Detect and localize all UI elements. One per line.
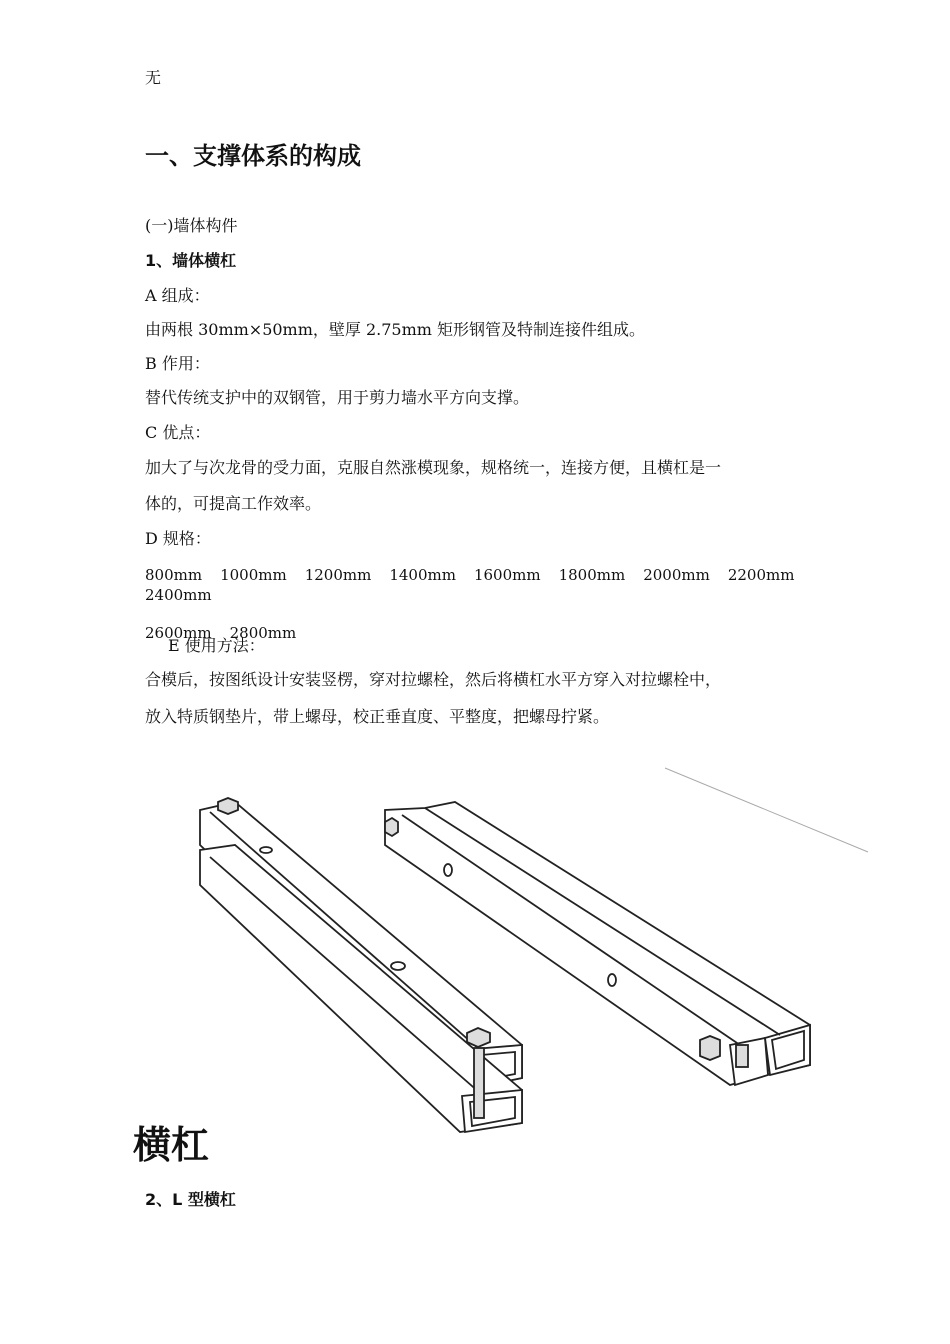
item2-title: 2、L 型横杠: [145, 1190, 236, 1209]
section-title: 一、支撑体系的构成: [145, 142, 361, 170]
advantages-label: C 优点：: [145, 423, 211, 442]
spec-item: 1400mm: [389, 566, 456, 584]
nut-icon: [467, 1028, 490, 1047]
faint-guide-line: [665, 768, 868, 852]
specs-label: D 规格：: [145, 529, 211, 548]
spec-item: 2000mm: [643, 566, 710, 584]
composition-text: 由两根 30mm×50mm，壁厚 2.75mm 矩形钢管及特制连接件组成。: [145, 320, 646, 339]
usage-text-line1: 合模后，按图纸设计安装竖楞，穿对拉螺栓，然后将横杠水平方穿入对拉螺栓中，: [145, 670, 722, 689]
item1-title: 1、墙体横杠: [145, 251, 237, 270]
nut-icon: [218, 798, 238, 814]
function-label: B 作用：: [145, 354, 210, 373]
usage-text-line2: 放入特质钢垫片，带上螺母，校正垂直度、平整度，把螺母拧紧。: [145, 707, 610, 726]
advantages-text-line1: 加大了与次龙骨的受力面，克服自然涨模现象，规格统一，连接方便，且横杠是一: [145, 458, 722, 477]
header-note: 无: [145, 68, 162, 87]
subsection-title: (一)墙体构件: [145, 216, 238, 235]
specs-list: [145, 565, 825, 643]
crossbar-illustration: [140, 760, 880, 1160]
nut-icon: [385, 818, 398, 836]
spec-item: 2600mm: [145, 624, 212, 642]
composition-label: A 组成：: [145, 286, 210, 305]
spec-item: 1000mm: [220, 566, 287, 584]
spec-item: 2200mm: [727, 566, 795, 584]
figure-caption: 横杠: [133, 1123, 210, 1167]
usage-label: E 使用方法：: [168, 636, 265, 655]
spec-item: 1600mm: [473, 566, 541, 584]
spec-item: 2800mm: [229, 624, 297, 642]
spec-item: 800mm: [145, 566, 203, 584]
advantages-text-line2: 体的，可提高工作效率。: [145, 494, 322, 513]
function-text: 替代传统支护中的双钢管，用于剪力墙水平方向支撑。: [145, 388, 530, 407]
spec-item: 1800mm: [558, 566, 626, 584]
spec-item: 1200mm: [304, 566, 372, 584]
spec-item: 2400mm: [145, 586, 212, 604]
nut-icon: [700, 1036, 720, 1060]
